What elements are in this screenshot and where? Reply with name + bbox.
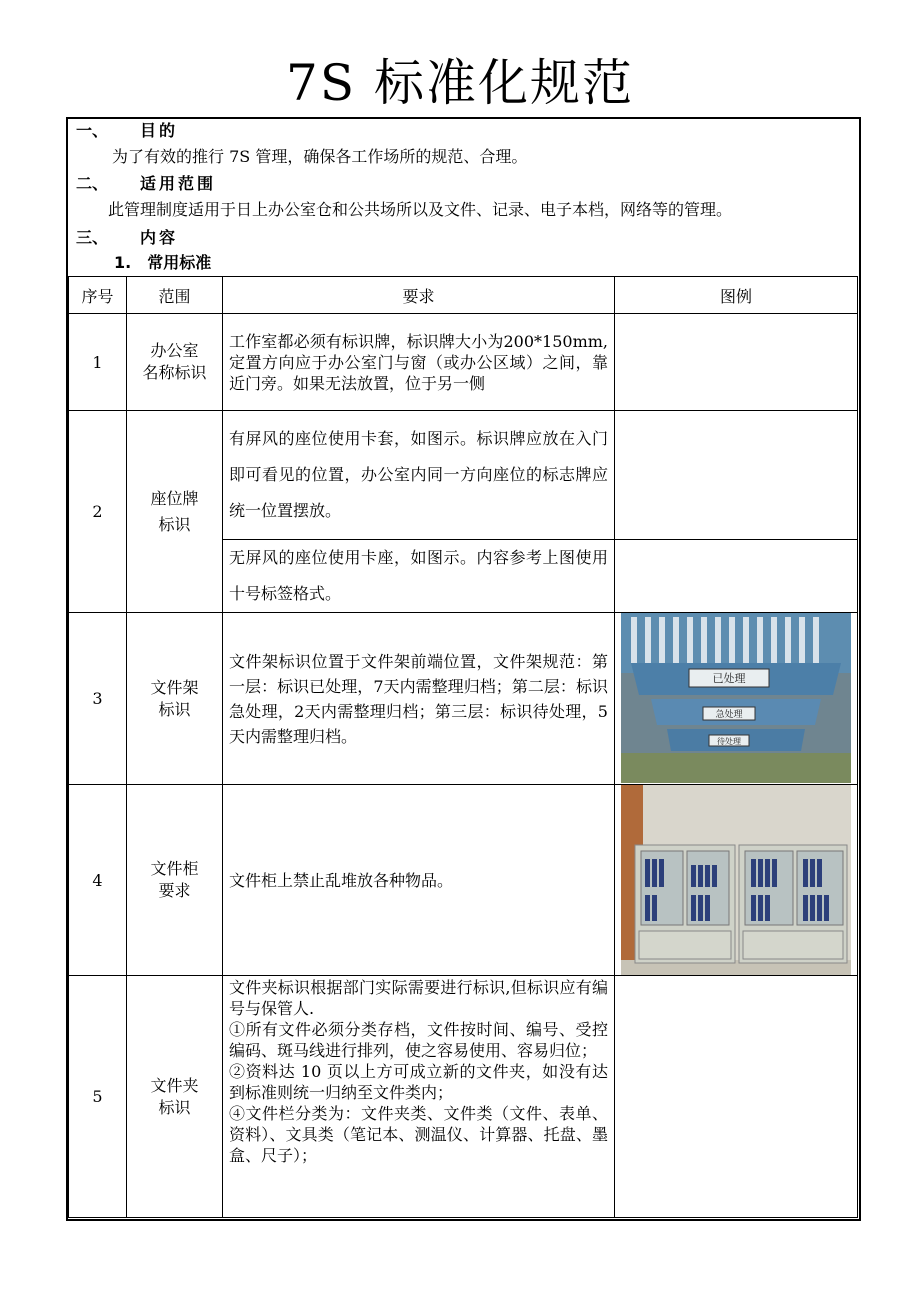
row-number: 1: [69, 314, 127, 411]
table-row: [69, 411, 858, 540]
table-header-row: [69, 277, 858, 314]
tray-label-pending: 待处理: [717, 737, 741, 746]
table-row: [69, 613, 858, 785]
row-scope: 座位牌 标识: [127, 411, 223, 613]
row-illustration: [615, 411, 858, 540]
row-number: 3: [69, 613, 127, 785]
row-illustration: [615, 976, 858, 1218]
row-scope: 文件夹 标识: [127, 976, 223, 1218]
row-scope: 文件柜 要求: [127, 785, 223, 976]
row-requirement: 有屏风的座位使用卡套，如图示。标识牌应放在入门即可看见的位置，办公室内同一方向座位的标志牌应统一位置摆放。: [223, 411, 615, 540]
row-scope: 办公室 名称标识: [127, 314, 223, 411]
table-row: [69, 314, 858, 411]
section-body: 此管理制度适用于日上办公室仓和公共场所以及文件、记录、电子本档，网络等的管理。: [108, 200, 733, 219]
row-number: 4: [69, 785, 127, 976]
section-heading: 内容: [140, 228, 179, 247]
section-body: 为了有效的推行 7S 管理，确保各工作场所的规范、合理。: [112, 147, 528, 166]
row-illustration: [615, 314, 858, 411]
row-requirement: 文件夹标识根据部门实际需要进行标识,但标识应有编号与保管人. ①所有文件必须分类存档，文件按时间、编号、受控编码、斑马线进行排列，使之容易使用、容易归位； ②资料达 10 页以上方可成立新的文件夹，如没有达到标准则统一归纳至文件类内； ④文件栏分类为：文件夹类、文件类（文件、表单、资料）、文具类（笔记本、测温仪、计算器、托盘、墨盒、尺子）；: [223, 976, 615, 1218]
row-scope: 文件架 标识: [127, 613, 223, 785]
section-heading: 适用范围: [140, 174, 217, 193]
row-illustration: [615, 540, 858, 613]
section-heading: 目的: [140, 121, 179, 140]
page-title: 7S 标准化规范: [286, 54, 634, 112]
section-number: 三、: [76, 228, 109, 247]
header-scope: 范围: [127, 277, 223, 314]
row-requirement: 文件柜上禁止乱堆放各种物品。: [223, 785, 615, 976]
table-row: [69, 976, 858, 1218]
row-requirement: 工作室都必须有标识牌，标识牌大小为200*150mm,定置方向应于办公室门与窗（或办公区域）之间，靠近门旁。如果无法放置，位于另一侧: [223, 314, 615, 411]
header-no: 序号: [69, 277, 127, 314]
header-illustration: 图例: [615, 277, 858, 314]
section-number: 二、: [76, 174, 109, 193]
header-requirement: 要求: [223, 277, 615, 314]
row-number: 2: [69, 411, 127, 613]
tray-label-urgent: 急处理: [715, 710, 743, 720]
row-requirement: 文件架标识位置于文件架前端位置，文件架规范：第一层：标识已处理，7天内需整理归档；第二层：标识急处理，2天内需整理归档；第三层：标识待处理，5天内需整理归档。: [223, 613, 615, 785]
section-number: 一、: [76, 121, 109, 140]
file-cabinet-photo: [621, 785, 851, 975]
row-number: 5: [69, 976, 127, 1218]
file-rack-photo: [621, 613, 851, 783]
row-requirement-2: 无屏风的座位使用卡座，如图示。内容参考上图使用十号标签格式。: [223, 540, 615, 613]
tray-label-processed: 已处理: [712, 672, 746, 685]
row-illustration: [615, 613, 858, 785]
standards-table: [68, 276, 858, 1218]
row-illustration: [615, 785, 858, 976]
table-row: [69, 785, 858, 976]
subheading: 1. 常用标准: [114, 253, 212, 272]
